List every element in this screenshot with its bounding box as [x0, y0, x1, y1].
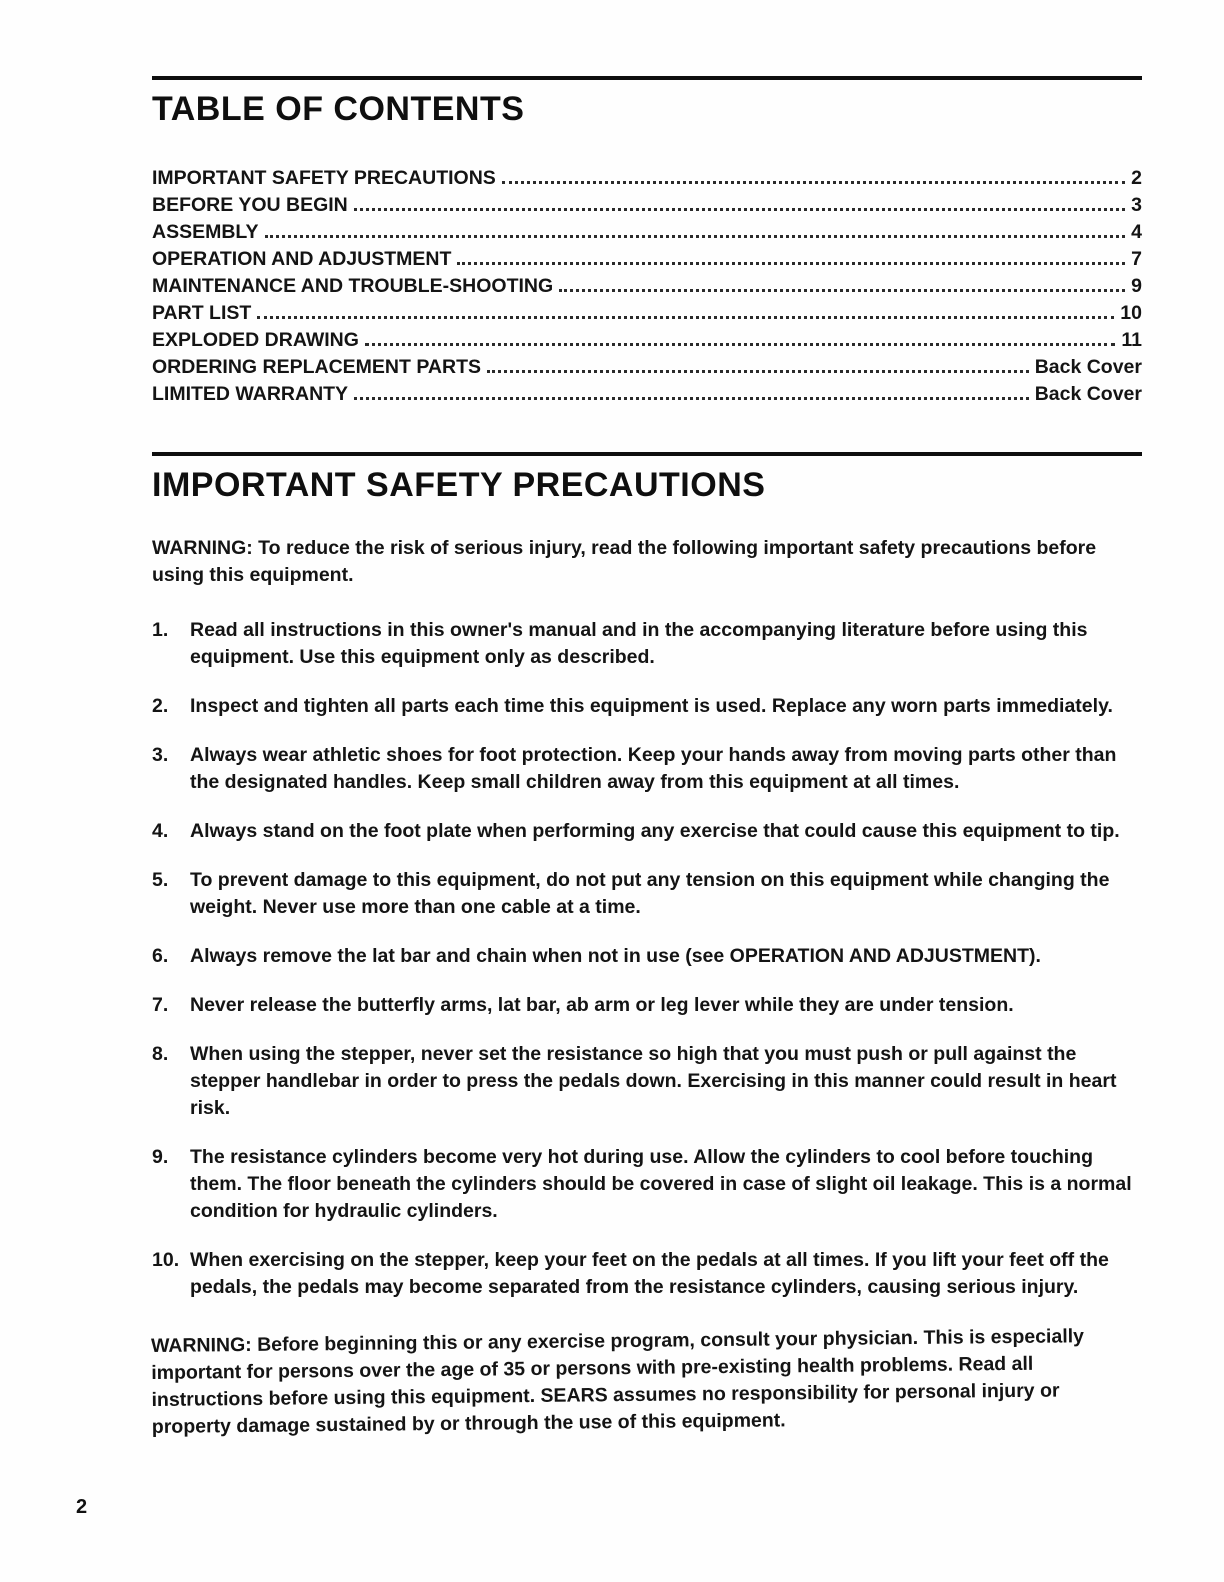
precaution-item — [152, 992, 1142, 1019]
item-number: 1. — [152, 619, 169, 641]
item-text: Always wear athletic shoes for foot protection. Keep your hands away from moving parts other than the designated handles. Keep small children away from this equipment at all times. — [190, 744, 1117, 793]
item-number: 3. — [152, 744, 169, 766]
precaution-item — [152, 693, 1142, 720]
dot-leader — [502, 181, 1125, 184]
page-content — [152, 76, 1142, 1441]
toc-entry-page: 4 — [1131, 221, 1142, 243]
toc-entry-label: PART LIST — [152, 302, 252, 324]
warning-footer: WARNING: Before beginning this or any exercise program, consult your physician. This is especially important for persons over the age of 35 or persons with pre-existing health problems. Read all instructions before using this equipment. SEARS assumes no responsibility for personal injury or property damage sustained by or through the use of this equipment. — [150, 1325, 1085, 1439]
dot-leader — [354, 208, 1125, 211]
toc-entry-label: BEFORE YOU BEGIN — [152, 194, 348, 216]
toc-entry-page: 11 — [1121, 329, 1142, 351]
precautions-body — [152, 535, 1142, 1441]
toc-entry-page: 9 — [1131, 275, 1142, 297]
toc-title: TABLE OF CONTENTS — [152, 90, 525, 128]
precaution-item — [152, 1144, 1142, 1225]
precaution-item — [152, 943, 1142, 970]
toc-entry-label: ASSEMBLY — [152, 221, 259, 243]
section-title: IMPORTANT SAFETY PRECAUTIONS — [152, 466, 766, 504]
item-text: Always remove the lat bar and chain when not in use (see OPERATION AND ADJUSTMENT). — [190, 945, 1041, 967]
toc-entry-label: IMPORTANT SAFETY PRECAUTIONS — [152, 167, 496, 189]
dot-leader — [487, 370, 1029, 373]
item-text: To prevent damage to this equipment, do not put any tension on this equipment while changing the weight. Never use more than one cable at a time. — [190, 869, 1110, 918]
toc-row — [152, 298, 1142, 325]
toc-row — [152, 352, 1142, 379]
toc-entry-label: EXPLODED DRAWING — [152, 329, 359, 351]
toc-entry-label: MAINTENANCE AND TROUBLE-SHOOTING — [152, 275, 554, 297]
item-text: When using the stepper, never set the resistance so high that you must push or pull against the stepper handlebar in order to press the pedals down. Exercising in this manner could result in heart risk. — [190, 1043, 1117, 1119]
item-text: Never release the butterfly arms, lat bar, ab arm or leg lever while they are under tension. — [190, 994, 1014, 1016]
precaution-item — [152, 867, 1142, 921]
item-text: Always stand on the foot plate when performing any exercise that could cause this equipment to tip. — [190, 820, 1120, 842]
item-number: 5. — [152, 869, 169, 891]
toc-row — [152, 217, 1142, 244]
toc-row — [152, 271, 1142, 298]
precaution-item — [152, 818, 1142, 845]
item-number: 6. — [152, 945, 169, 967]
precaution-item — [152, 1041, 1142, 1122]
section-rule — [152, 452, 1142, 456]
page-number: 2 — [76, 1496, 88, 1518]
toc-row — [152, 325, 1142, 352]
toc-entry-page: 3 — [1131, 194, 1142, 216]
item-number: 2. — [152, 695, 169, 717]
item-text: Read all instructions in this owner's manual and in the accompanying literature before using this equipment. Use this equipment only as described. — [190, 619, 1088, 668]
warning-intro: WARNING: To reduce the risk of serious injury, read the following important safety precautions before using this equipment. — [152, 537, 1097, 586]
toc-row — [152, 163, 1142, 190]
precaution-item — [152, 1247, 1142, 1301]
toc-row — [152, 190, 1142, 217]
toc-entry-page: 10 — [1120, 302, 1142, 324]
item-text: When exercising on the stepper, keep your feet on the pedals at all times. If you lift your feet off the pedals, the pedals may become separated from the resistance cylinders, causing serious injury. — [190, 1249, 1109, 1298]
dot-leader — [265, 235, 1126, 238]
item-number: 4. — [152, 820, 169, 842]
toc-row — [152, 244, 1142, 271]
item-number: 9. — [152, 1146, 169, 1168]
item-number: 8. — [152, 1043, 169, 1065]
dot-leader — [354, 397, 1029, 400]
item-text: The resistance cylinders become very hot during use. Allow the cylinders to cool before touching them. The floor beneath the cylinders should be covered in case of slight oil leakage. This is a normal condition for hydraulic cylinders. — [190, 1146, 1132, 1222]
item-text: Inspect and tighten all parts each time this equipment is used. Replace any worn parts immediately. — [190, 695, 1113, 717]
precaution-item — [152, 742, 1142, 796]
precaution-item — [152, 617, 1142, 671]
item-number: 10. — [152, 1249, 180, 1271]
top-rule — [152, 76, 1142, 80]
toc-entry-page: Back Cover — [1034, 356, 1142, 378]
toc-row — [152, 379, 1142, 406]
item-number: 7. — [152, 994, 169, 1016]
toc-entry-label: LIMITED WARRANTY — [152, 383, 349, 405]
table-of-contents — [152, 163, 1142, 406]
dot-leader — [559, 289, 1125, 292]
dot-leader — [365, 343, 1115, 346]
toc-entry-page: 2 — [1131, 167, 1142, 189]
dot-leader — [457, 262, 1125, 265]
toc-entry-page: Back Cover — [1034, 383, 1142, 405]
toc-entry-label: OPERATION AND ADJUSTMENT — [152, 248, 452, 270]
toc-entry-label: ORDERING REPLACEMENT PARTS — [152, 356, 481, 378]
toc-entry-page: 7 — [1131, 248, 1142, 270]
dot-leader — [257, 316, 1114, 319]
